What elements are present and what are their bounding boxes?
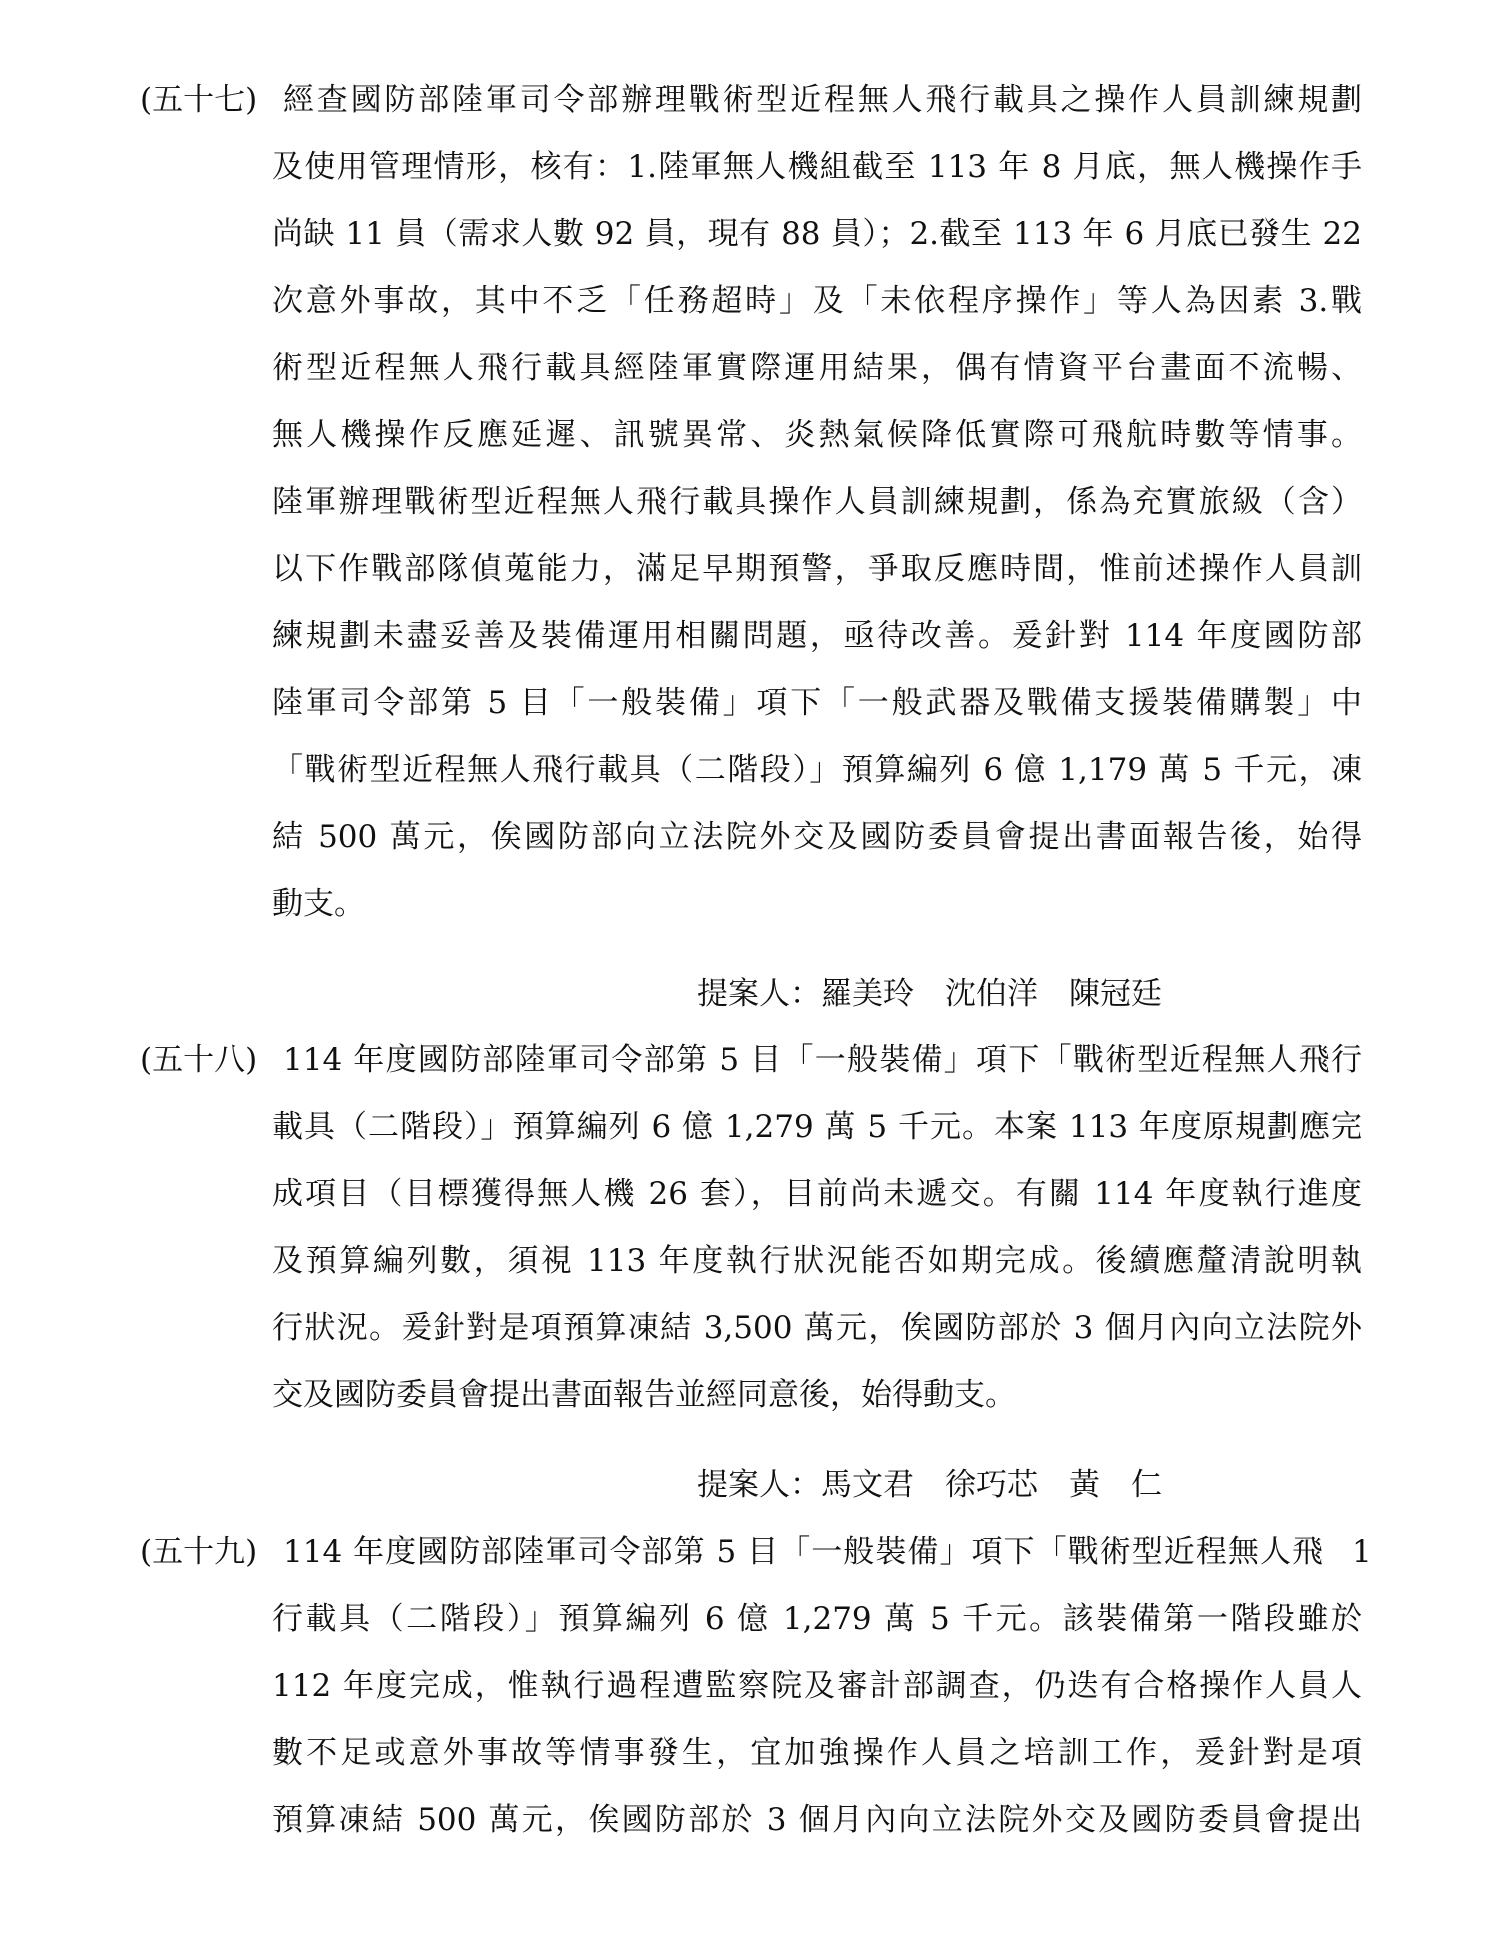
paragraph-line: 無人機操作反應延遲、訊號異常、炎熱氣候降低實際可飛航時數等情事。 xyxy=(272,417,1362,453)
paragraph-line: 陸軍辦理戰術型近程無人飛行載具操作人員訓練規劃，係為充實旅級（含） xyxy=(272,484,1362,520)
paragraph-line: 及使用管理情形，核有：1.陸軍無人機組截至 113 年 8 月底，無人機操作手 xyxy=(272,149,1362,185)
paragraph-line: 動支。 xyxy=(272,886,365,922)
item-label: (五十八) xyxy=(140,1042,258,1078)
proposer-line: 提案人：羅美玲 沈伯洋 陳冠廷 xyxy=(697,976,1162,1012)
item-label: (五十七) xyxy=(140,82,258,118)
paragraph-line: 114 年度國防部陸軍司令部第 5 目「一般裝備」項下「戰術型近程無人飛 xyxy=(283,1534,1323,1570)
paragraph-line: 預算凍結 500 萬元，俟國防部於 3 個月內向立法院外交及國防委員會提出 xyxy=(272,1802,1362,1838)
paragraph-line: 成項目（目標獲得無人機 26 套），目前尚未遞交。有關 114 年度執行進度 xyxy=(272,1176,1362,1212)
paragraph-line: 「戰術型近程無人飛行載具（二階段）」預算編列 6 億 1,179 萬 5 千元，凍 xyxy=(272,752,1362,788)
paragraph-line: 陸軍司令部第 5 目「一般裝備」項下「一般武器及戰備支援裝備購製」中 xyxy=(272,685,1362,721)
paragraph-line: 行狀況。爰針對是項預算凍結 3,500 萬元，俟國防部於 3 個月內向立法院外 xyxy=(272,1310,1362,1346)
paragraph-line: 114 年度國防部陸軍司令部第 5 目「一般裝備」項下「戰術型近程無人飛行 xyxy=(283,1042,1362,1078)
paragraph-line: 尚缺 11 員（需求人數 92 員，現有 88 員）；2.截至 113 年 6 月底已發生 22 xyxy=(272,216,1362,252)
item-label: (五十九) xyxy=(140,1534,258,1570)
paragraph-line: 術型近程無人飛行載具經陸軍實際運用結果，偶有情資平台畫面不流暢、 xyxy=(272,350,1362,386)
paragraph-line: 練規劃未盡妥善及裝備運用相關問題，亟待改善。爰針對 114 年度國防部 xyxy=(272,618,1362,654)
paragraph-line: 112 年度完成，惟執行過程遭監察院及審計部調查，仍迭有合格操作人員人 xyxy=(272,1668,1362,1704)
paragraph-line: 載具（二階段）」預算編列 6 億 1,279 萬 5 千元。本案 113 年度原規劃應完 xyxy=(272,1109,1362,1145)
paragraph-line: 以下作戰部隊偵蒐能力，滿足早期預警，爭取反應時間，惟前述操作人員訓 xyxy=(272,551,1362,587)
paragraph-line: 經查國防部陸軍司令部辦理戰術型近程無人飛行載具之操作人員訓練規劃 xyxy=(283,82,1362,118)
side-number: 1 xyxy=(1352,1534,1372,1570)
proposer-line: 提案人：馬文君 徐巧芯 黃 仁 xyxy=(697,1467,1162,1503)
paragraph-line: 及預算編列數，須視 113 年度執行狀況能否如期完成。後續應釐清說明執 xyxy=(272,1243,1362,1279)
paragraph-line: 結 500 萬元，俟國防部向立法院外交及國防委員會提出書面報告後，始得 xyxy=(272,819,1362,855)
paragraph-line: 數不足或意外事故等情事發生，宜加強操作人員之培訓工作，爰針對是項 xyxy=(272,1735,1362,1771)
paragraph-line: 次意外事故，其中不乏「任務超時」及「未依程序操作」等人為因素 3.戰 xyxy=(272,283,1362,319)
paragraph-line: 交及國防委員會提出書面報告並經同意後，始得動支。 xyxy=(272,1377,1016,1413)
paragraph-line: 行載具（二階段）」預算編列 6 億 1,279 萬 5 千元。該裝備第一階段雖於 xyxy=(272,1601,1362,1637)
